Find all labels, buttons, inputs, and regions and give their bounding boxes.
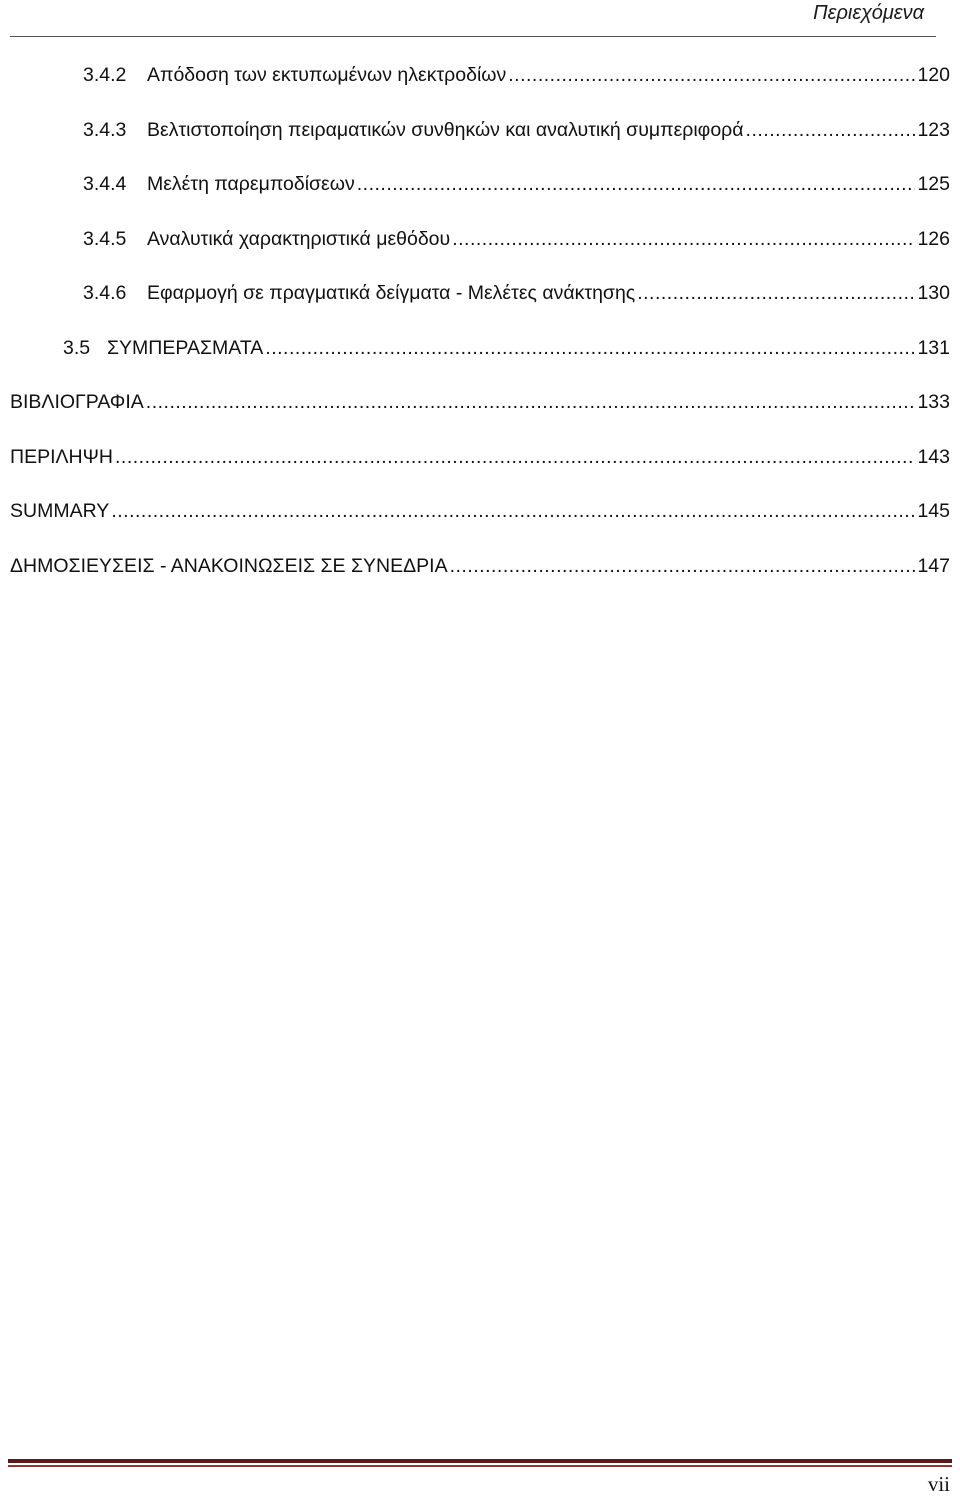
toc-entry-3-5[interactable] bbox=[10, 337, 950, 392]
toc-entry-3-4-6[interactable] bbox=[10, 282, 950, 337]
toc-entry-page: 147 bbox=[917, 554, 950, 577]
toc-entry-page: 143 bbox=[917, 445, 950, 468]
running-header-title: Περιεχόμενα bbox=[813, 2, 924, 24]
toc-dot-leader bbox=[452, 228, 915, 251]
toc-entry-page: 125 bbox=[917, 173, 950, 195]
table-of-contents bbox=[10, 64, 950, 609]
toc-entry-page: 120 bbox=[917, 64, 950, 86]
toc-entry-3-4-3[interactable] bbox=[10, 119, 950, 174]
header-divider bbox=[10, 36, 936, 37]
toc-entry-page: 126 bbox=[917, 227, 950, 250]
toc-entry-title: ΠΕΡΙΛΗΨΗ bbox=[10, 445, 113, 468]
toc-dot-leader bbox=[111, 500, 915, 523]
toc-entry-abstract-greek[interactable] bbox=[10, 446, 950, 501]
toc-entry-number: 3.4.3 bbox=[83, 118, 127, 141]
toc-entry-number: 3.4.2 bbox=[83, 64, 127, 86]
toc-entry-number: 3.4.5 bbox=[83, 227, 127, 250]
toc-entry-title: ΣΥΜΠΕΡΑΣΜΑΤΑ bbox=[107, 336, 264, 359]
toc-entry-title: ΒΙΒΛΙΟΓΡΑΦΙΑ bbox=[10, 391, 144, 413]
toc-entry-number: 3.5 bbox=[63, 336, 91, 359]
footer-divider-thick bbox=[8, 1459, 952, 1463]
toc-entry-page: 145 bbox=[917, 500, 950, 522]
toc-entry-3-4-4[interactable] bbox=[10, 173, 950, 228]
toc-dot-leader bbox=[637, 282, 915, 305]
toc-entry-publications[interactable] bbox=[10, 555, 950, 610]
toc-entry-title: Μελέτη παρεμποδίσεων bbox=[147, 173, 355, 195]
toc-entry-3-4-2[interactable] bbox=[10, 64, 950, 119]
toc-entry-title: SUMMARY bbox=[10, 500, 110, 522]
toc-dot-leader bbox=[265, 337, 915, 360]
toc-dot-leader bbox=[115, 446, 915, 469]
toc-entry-number: 3.4.6 bbox=[83, 282, 127, 304]
toc-entry-summary[interactable] bbox=[10, 500, 950, 555]
toc-dot-leader bbox=[450, 555, 916, 578]
toc-entry-title: Εφαρμογή σε πραγματικά δείγματα - Μελέτες ανάκτησης bbox=[147, 282, 636, 304]
toc-entry-title: Αναλυτικά χαρακτηριστικά μεθόδου bbox=[147, 227, 451, 250]
toc-entry-number: 3.4.4 bbox=[83, 173, 127, 195]
toc-dot-leader bbox=[357, 173, 916, 196]
toc-entry-page: 133 bbox=[917, 391, 950, 413]
toc-entry-page: 123 bbox=[917, 118, 950, 141]
toc-entry-bibliography[interactable] bbox=[10, 391, 950, 446]
toc-entry-page: 130 bbox=[917, 282, 950, 304]
toc-entry-title: Απόδοση των εκτυπωμένων ηλεκτροδίων bbox=[147, 64, 507, 86]
toc-dot-leader bbox=[146, 391, 916, 414]
toc-entry-title: Βελτιστοποίηση πειραματικών συνθηκών και αναλυτική συμπεριφορά bbox=[147, 118, 744, 141]
footer-page-number: vii bbox=[927, 1472, 950, 1496]
toc-entry-page: 131 bbox=[917, 336, 950, 359]
toc-entry-3-4-5[interactable] bbox=[10, 228, 950, 283]
toc-dot-leader bbox=[508, 64, 915, 87]
toc-dot-leader bbox=[746, 119, 916, 142]
toc-entry-title: ΔΗΜΟΣΙΕΥΣΕΙΣ - ΑΝΑΚΟΙΝΩΣΕΙΣ ΣΕ ΣΥΝΕΔΡΙΑ bbox=[10, 554, 448, 577]
footer-divider-thin bbox=[8, 1465, 952, 1467]
